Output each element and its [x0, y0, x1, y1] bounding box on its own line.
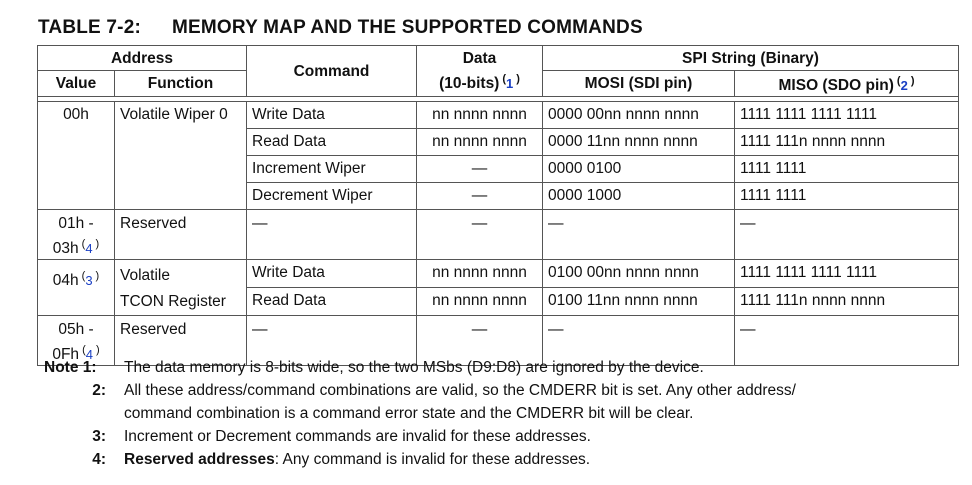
table-row [38, 102, 959, 129]
miso-cell: — [735, 316, 959, 366]
address-value: 04h (3 ) [38, 260, 115, 316]
note-text: The data memory is 8-bits wide, so the two MSbs (D9:D8) are ignored by the device. [124, 359, 704, 376]
miso-cell: 1111 1111 1111 1111 [735, 102, 959, 129]
address-value-text: 04h [52, 272, 79, 289]
address-value-line: 0Fh [52, 346, 80, 363]
table-number: TABLE 7-2: [38, 17, 141, 38]
table-title [38, 17, 643, 39]
mosi-header: MOSI (SDI pin) [543, 71, 735, 97]
data-cell: — [417, 210, 543, 260]
miso-cell: 1111 1111 1111 1111 [735, 260, 959, 288]
reserved-note-ref-link[interactable]: 4 [85, 241, 93, 256]
note-item [44, 379, 964, 425]
data-cell: nn nnnn nnnn [417, 102, 543, 129]
memory-map-table [37, 45, 959, 366]
mosi-cell: 0100 00nn nnnn nnnn [543, 260, 735, 288]
table-notes [44, 356, 964, 471]
data-cell: nn nnnn nnnn [417, 260, 543, 288]
command-cell: Increment Wiper [247, 156, 417, 183]
miso-header-label: MISO (SDO pin) [778, 77, 894, 94]
mosi-cell: 0000 00nn nnnn nnnn [543, 102, 735, 129]
command-cell: Write Data [247, 102, 417, 129]
address-function: Reserved [115, 210, 247, 260]
spi-string-header: SPI String (Binary) [543, 46, 959, 71]
mosi-cell: 0000 0100 [543, 156, 735, 183]
note-text-rest: : Any command is invalid for these addresses. [274, 451, 591, 468]
command-header: Command [247, 46, 417, 97]
command-cell: Read Data [247, 129, 417, 156]
mosi-cell: — [543, 210, 735, 260]
data-header: Data (10-bits) (1 ) [417, 46, 543, 97]
note-text [124, 448, 964, 471]
data-header-sub: (10-bits) [439, 75, 500, 92]
miso-cell: 1111 111n nnnn nnnn [735, 288, 959, 316]
function-line: TCON Register [120, 293, 226, 310]
note-text-line: command combination is a command error state and the CMDERR bit will be clear. [124, 405, 694, 422]
miso-cell: 1111 1111 [735, 183, 959, 210]
note-item [44, 356, 964, 379]
note-key: 3: [92, 428, 106, 445]
address-header: Address [38, 46, 247, 71]
mosi-cell: 0000 1000 [543, 183, 735, 210]
address-value-line: 05h - [58, 321, 94, 338]
data-header-label: Data [462, 50, 497, 67]
mosi-cell: 0100 11nn nnnn nnnn [543, 288, 735, 316]
note-key: Note 1: [44, 359, 97, 376]
miso-cell: — [735, 210, 959, 260]
reserved-note-ref-link[interactable]: 4 [85, 347, 93, 362]
data-cell: nn nnnn nnnn [417, 129, 543, 156]
table-caption: MEMORY MAP AND THE SUPPORTED COMMANDS [172, 17, 643, 38]
table-row [38, 260, 959, 288]
note-text: Increment or Decrement commands are invalid for these addresses. [124, 428, 591, 445]
miso-note-ref-link[interactable]: 2 [900, 78, 908, 93]
tcon-note-ref-link[interactable]: 3 [85, 273, 93, 288]
function-header: Function [115, 71, 247, 97]
address-function: Reserved [115, 316, 247, 366]
address-value: 05h - 0Fh (4 ) [38, 316, 115, 366]
table-row [38, 210, 959, 260]
note-key: 2: [92, 382, 106, 399]
data-cell: — [417, 316, 543, 366]
command-cell: Decrement Wiper [247, 183, 417, 210]
note-text-line: All these address/command combinations are valid, so the CMDERR bit is set. Any other address/ [124, 382, 796, 399]
miso-header: MISO (SDO pin) (2 ) [735, 71, 959, 97]
miso-cell: 1111 111n nnnn nnnn [735, 129, 959, 156]
miso-cell: 1111 1111 [735, 156, 959, 183]
mosi-cell: 0000 11nn nnnn nnnn [543, 129, 735, 156]
address-value: 00h [38, 102, 115, 210]
address-value-line: 01h - [58, 215, 94, 232]
command-cell: — [247, 210, 417, 260]
address-function [115, 260, 247, 316]
address-value: 01h - 03h (4 ) [38, 210, 115, 260]
data-cell: — [417, 156, 543, 183]
note-item [44, 425, 964, 448]
note-item [44, 448, 964, 471]
data-note-ref-link[interactable]: 1 [506, 76, 514, 91]
address-value-line: 03h [52, 240, 79, 257]
note-bold-term: Reserved addresses [124, 451, 275, 468]
address-function: Volatile Wiper 0 [115, 102, 247, 210]
data-cell: — [417, 183, 543, 210]
data-cell: nn nnnn nnnn [417, 288, 543, 316]
command-cell: — [247, 316, 417, 366]
function-line: Volatile [120, 267, 170, 284]
value-header: Value [38, 71, 115, 97]
command-cell: Write Data [247, 260, 417, 288]
note-text [124, 379, 964, 425]
note-key: 4: [92, 451, 106, 468]
mosi-cell: — [543, 316, 735, 366]
command-cell: Read Data [247, 288, 417, 316]
